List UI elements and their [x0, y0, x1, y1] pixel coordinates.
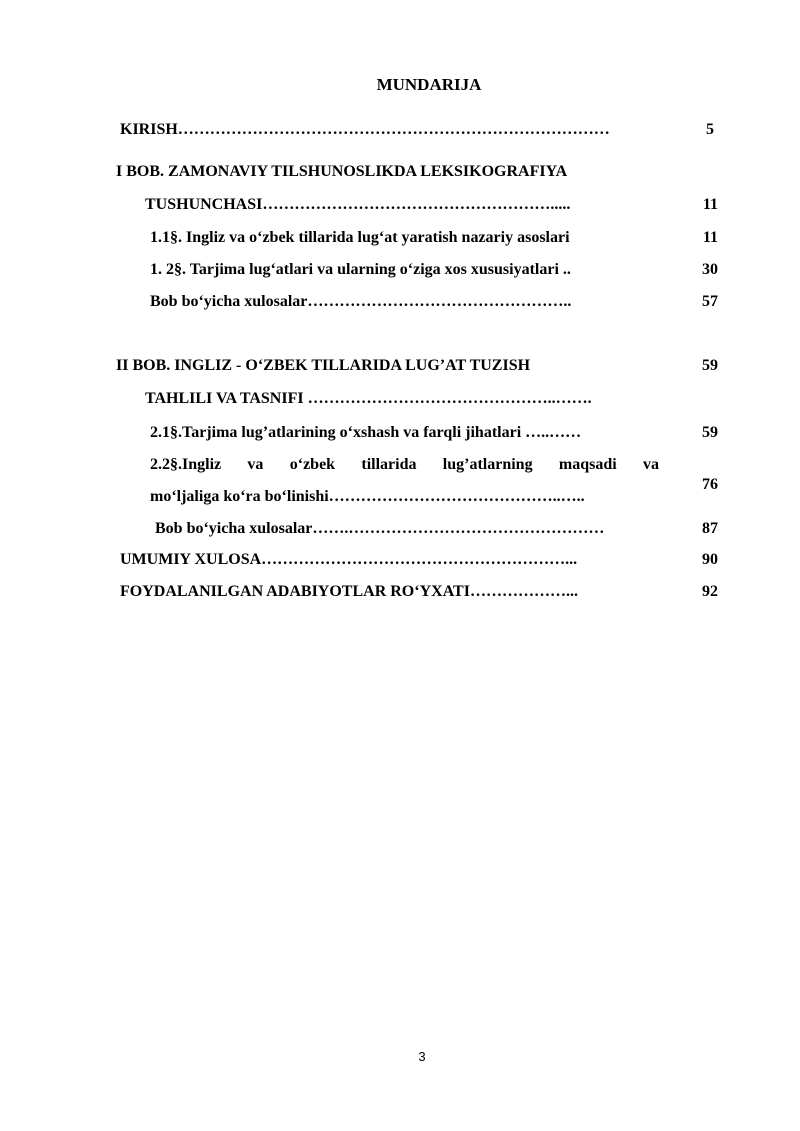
- toc-entry-bob1-line1: I BOB. ZAMONAVIY TILSHUNOSLIKDA LEKSIKOGRAFIYA: [116, 163, 568, 180]
- toc-entry-section-2-2-line1: 2.2§.Ingliz va oʻzbek tillarida lugʼatlarning maqsadi va: [150, 456, 659, 473]
- toc-page-section-1-2: 30: [702, 261, 718, 278]
- toc-entry-section-1-1: 1.1§. Ingliz va oʻzbek tillarida lugʻat yaratish nazariy asoslari: [150, 229, 570, 246]
- toc-entry-adabiyotlar: FOYDALANILGAN ADABIYOTLAR ROʻYXATI………………...: [120, 583, 578, 600]
- toc-entry-bob2-line1: II BOB. INGLIZ - OʻZBEK TILLARIDA LUGʼAT TUZISH: [116, 357, 531, 374]
- toc-page-adabiyotlar: 92: [702, 583, 718, 600]
- toc-page-umumiy-xulosa: 90: [702, 551, 718, 568]
- toc-page-section-2-1: 59: [702, 424, 718, 441]
- toc-entry-section-1-2: 1. 2§. Tarjima lugʻatlari va ularning oʻziga xos xususiyatlari ..: [150, 261, 571, 278]
- toc-page-bob2-conclusion: 87: [702, 520, 718, 537]
- toc-entry-section-2-2-line2: moʻljaliga koʻra boʻlinishi……………………………………..…..: [150, 488, 585, 505]
- toc-entry-bob2-conclusion: Bob boʻyicha xulosalar…….…………………………………………: [155, 520, 605, 537]
- toc-entry-umumiy-xulosa: UMUMIY XULOSA…………………………………………………...: [120, 551, 578, 568]
- toc-page-section-1-1: 11: [702, 229, 718, 246]
- toc-entry-section-2-1: 2.1§.Tarjima lugʼatlarining oʻxshash va farqli jihatlari …..……: [150, 424, 582, 441]
- toc-page-bob1-conclusion: 57: [702, 293, 718, 310]
- page-number: 3: [418, 1049, 426, 1064]
- toc-page-section-2-2: 76: [702, 476, 718, 493]
- toc-page-bob2: 59: [702, 357, 718, 374]
- toc-entry-bob2-line2: TAHLILI VA TASNIFI ………………………………………..…….: [145, 390, 592, 407]
- toc-entry-kirish: KIRISH………………………………………………………………………: [120, 121, 610, 138]
- toc-entry-bob1-line2: TUSHUNCHASI……………………………………………….....: [145, 196, 571, 213]
- toc-entry-bob1-conclusion: Bob boʻyicha xulosalar…………………………………………..: [150, 293, 572, 310]
- toc-page-kirish: 5: [706, 121, 714, 138]
- page-title: MUNDARIJA: [376, 75, 482, 94]
- toc-page-bob1: 11: [702, 196, 718, 213]
